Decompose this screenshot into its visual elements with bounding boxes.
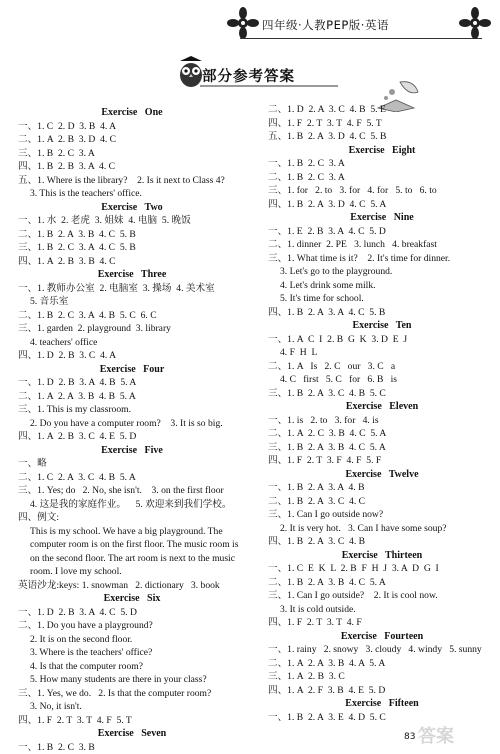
- answer-line: 一、1. 水 2. 老虎 3. 姐妹 4. 电脑 5. 晚饭: [18, 214, 246, 228]
- answer-line: 一、1. E 2. B 3. A 4. C 5. D: [268, 225, 496, 239]
- answer-line: 5. How many students are there in your class?: [18, 673, 246, 687]
- answer-line: 一、1. rainy 2. snowy 3. cloudy 4. windy 5. sunny: [268, 643, 496, 657]
- answer-line: 2. Do you have a computer room? 3. It is so big.: [18, 417, 246, 431]
- answer-line: 一、略: [18, 457, 246, 471]
- answer-line: 二、1. D 2. A 3. C 4. B 5. E: [268, 103, 496, 117]
- answer-line: 三、1. garden 2. playground 3. library: [18, 322, 246, 336]
- answer-line: 三、1. B 2. A 3. C 4. B 5. C: [268, 387, 496, 401]
- answer-line: 四、1. F 2. T 3. T 4. F 5. T: [18, 714, 246, 728]
- answer-line: 四、1. F 2. T 3. F 4. F 5. F: [268, 454, 496, 468]
- answer-line: 四、1. B 2. A 3. A 4. C 5. B: [268, 306, 496, 320]
- answer-line: 四、1. A 2. B 3. C 4. E 5. D: [18, 430, 246, 444]
- answer-line: 四、1. B 2. B 3. A 4. C: [18, 160, 246, 174]
- answer-line: 三、1. Yes, we do. 2. Is that the computer room?: [18, 687, 246, 701]
- flower-ornament-icon: [458, 6, 492, 40]
- answer-line: 3. Where is the teachers' office?: [18, 646, 246, 660]
- answer-line: 一、1. C E K L 2. B F H J 3. A D G I: [268, 562, 496, 576]
- page-header: [0, 0, 500, 48]
- header-title: 四年级·人教PEP版·英语: [262, 17, 389, 33]
- answer-line: 三、1. What time is it? 2. It's time for dinner.: [268, 252, 496, 266]
- answer-line: 二、1. B 2. A 3. B 4. C 5. A: [268, 576, 496, 590]
- answer-line: 二、1. Do you have a playground?: [18, 619, 246, 633]
- answer-line: 一、1. A C I 2. B G K 3. D E J: [268, 333, 496, 347]
- exercise-heading: Exercise Eight: [268, 144, 496, 158]
- answer-line: 4. 这是我的家庭作业。 5. 欢迎来到我们学校。: [18, 498, 246, 512]
- answer-line: 4. Let's drink some milk.: [268, 279, 496, 293]
- answer-line: 一、1. D 2. B 3. A 4. B 5. A: [18, 376, 246, 390]
- answer-line: 4. Is that the computer room?: [18, 660, 246, 674]
- exercise-heading: Exercise Nine: [268, 211, 496, 225]
- answer-line: 五、1. B 2. A 3. D 4. C 5. B: [268, 130, 496, 144]
- answer-line: 三、1. B 2. C 3. A 4. C 5. B: [18, 241, 246, 255]
- answer-line: 三、1. Yes; do 2. No, she isn't. 3. on the first floor: [18, 484, 246, 498]
- exercise-heading: Exercise One: [18, 106, 246, 120]
- answer-line: 一、1. is 2. to 3. for 4. is: [268, 414, 496, 428]
- watermark-text: 答案: [418, 722, 454, 748]
- answer-line: 四、1. F 2. T 3. T 4. F: [268, 616, 496, 630]
- answer-line: 一、1. C 2. D 3. B 4. A: [18, 120, 246, 134]
- exercise-heading: Exercise Seven: [18, 727, 246, 741]
- answer-line: 3. Let's go to the playground.: [268, 265, 496, 279]
- answer-line: 4. F H L: [268, 346, 496, 360]
- flower-ornament-icon: [226, 6, 260, 40]
- answer-line: 英语沙龙:keys: 1. snowman 2. dictionary 3. book: [18, 579, 246, 593]
- answer-column-right: [268, 103, 496, 724]
- answer-line: 一、1. B 2. C 3. A: [268, 157, 496, 171]
- answer-line: 二、1. B 2. C 3. A 4. B 5. C 6. C: [18, 309, 246, 323]
- answer-line: 一、1. 教师办公室 2. 电脑室 3. 操场 4. 美术室: [18, 282, 246, 296]
- answer-line: 3. No, it isn't.: [18, 700, 246, 714]
- answer-line: 三、1. for 2. to 3. for 4. for 5. to 6. to: [268, 184, 496, 198]
- answer-line: 四、1. B 2. A 3. C 4. B: [268, 535, 496, 549]
- answer-line: 三、1. Can I go outside? 2. It is cool now.: [268, 589, 496, 603]
- answer-line: 一、1. D 2. B 3. A 4. C 5. D: [18, 606, 246, 620]
- answer-line: 5. 音乐室: [18, 295, 246, 309]
- answer-line: 2. It is on the second floor.: [18, 633, 246, 647]
- exercise-heading: Exercise Fourteen: [268, 630, 496, 644]
- owl-mascot-icon: [176, 55, 206, 89]
- header-rule: [240, 38, 482, 39]
- answer-line: 2. It is very hot. 3. Can I have some soup?: [268, 522, 496, 536]
- answer-line: 五、1. Where is the library? 2. Is it next to Class 4?: [18, 174, 246, 188]
- answer-line: 二、1. A 2. B 3. D 4. C: [18, 133, 246, 147]
- answer-line: 一、1. B 2. A 3. E 4. D 5. C: [268, 711, 496, 725]
- answer-line: 二、1. dinner 2. PE 3. lunch 4. breakfast: [268, 238, 496, 252]
- exercise-heading: Exercise Six: [18, 592, 246, 606]
- exercise-heading: Exercise Five: [18, 444, 246, 458]
- banner-title: 部分参考答案: [202, 65, 295, 86]
- answer-line: 5. It's time for school.: [268, 292, 496, 306]
- answer-line: 四、1. D 2. B 3. C 4. A: [18, 349, 246, 363]
- answer-line: 二、1. B 2. A 3. C 4. C: [268, 495, 496, 509]
- exercise-heading: Exercise Ten: [268, 319, 496, 333]
- answer-column-left: [18, 106, 246, 754]
- answer-line: 二、1. A 2. A 3. B 4. B 5. A: [18, 390, 246, 404]
- answer-line: 四、1. F 2. T 3. T 4. F 5. T: [268, 117, 496, 131]
- answer-line: 二、1. A 2. A 3. B 4. A 5. A: [268, 657, 496, 671]
- answer-line: 四、例文:: [18, 511, 246, 525]
- exercise-heading: Exercise Three: [18, 268, 246, 282]
- answer-line: 四、1. A 2. B 3. B 4. C: [18, 255, 246, 269]
- watermark-logo: [412, 712, 494, 746]
- page-number: 83: [404, 732, 415, 742]
- answer-line: 四、1. B 2. A 3. D 4. C 5. A: [268, 198, 496, 212]
- answer-line: 3. This is the teachers' office.: [18, 187, 246, 201]
- answer-line: 二、1. A Is 2. C our 3. C a: [268, 360, 496, 374]
- exercise-heading: Exercise Thirteen: [268, 549, 496, 563]
- answer-line: 二、1. A 2. C 3. B 4. C 5. A: [268, 427, 496, 441]
- exercise-heading: Exercise Twelve: [268, 468, 496, 482]
- exercise-heading: Exercise Two: [18, 201, 246, 215]
- exercise-heading: Exercise Four: [18, 363, 246, 377]
- answer-line: 二、1. C 2. A 3. C 4. B 5. A: [18, 471, 246, 485]
- exercise-heading: Exercise Eleven: [268, 400, 496, 414]
- answer-line: This is my school. We have a big playground. The computer room is on the first floor. The music room is on the second floor. The art room is next to the music room. I love my school.: [18, 525, 246, 579]
- exercise-heading: Exercise Fifteen: [268, 697, 496, 711]
- answer-line: 4. C first 5. C for 6. B is: [268, 373, 496, 387]
- answer-line: 三、1. Can I go outside now?: [268, 508, 496, 522]
- answer-line: 三、1. B 2. A 3. B 4. C 5. A: [268, 441, 496, 455]
- answer-line: 三、1. A 2. B 3. C: [268, 670, 496, 684]
- answer-line: 二、1. B 2. C 3. A: [268, 171, 496, 185]
- answer-line: 三、1. B 2. C 3. A: [18, 147, 246, 161]
- answer-line: 4. teachers' office: [18, 336, 246, 350]
- answer-line: 三、1. This is my classroom.: [18, 403, 246, 417]
- answer-line: 一、1. B 2. C 3. B: [18, 741, 246, 754]
- answer-line: 四、1. A 2. F 3. B 4. E 5. D: [268, 684, 496, 698]
- answer-line: 一、1. B 2. A 3. A 4. B: [268, 481, 496, 495]
- answer-line: 二、1. B 2. A 3. B 4. C 5. B: [18, 228, 246, 242]
- answer-line: 3. It is cold outside.: [268, 603, 496, 617]
